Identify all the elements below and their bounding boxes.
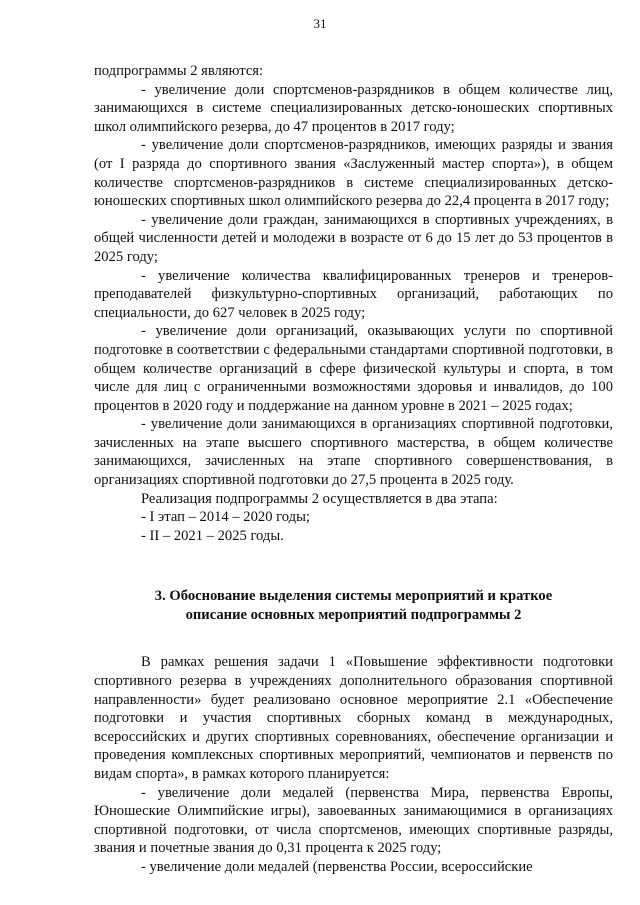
document-body — [94, 62, 613, 877]
section-heading-line: описание основных мероприятий подпрограммы 2 — [185, 607, 522, 624]
paragraph: подпрограммы 2 являются: — [94, 63, 264, 79]
list-item: - увеличение доли организаций, оказывающих услуги по спортивной подготовке в соответствии с федеральными стандартами спортивной подготовки, в общем количестве организаций в сфере физической культуры и спорта, в том числе для лиц с ограниченными возможностями здоровья и инвалидов, до 100 процентов в 2020 году и поддержание на данном уровне в 2021 – 2025 годах; — [94, 323, 613, 414]
paragraph: Реализация подпрограммы 2 осуществляется в два этапа: — [141, 490, 498, 507]
section-heading-line: 3. Обоснование выделения системы мероприятий и краткое — [154, 588, 553, 605]
list-item: - увеличение доли спортсменов-разрядников в общем количестве лиц, занимающихся в системе специализированных детско-юношеских спортивных школ олимпийского резерва, до 47 процентов в 2017 году; — [94, 81, 613, 135]
list-item: - увеличение доли граждан, занимающихся в спортивных учреждениях, в общей численности детей и молодежи в возрасте от 6 до 15 лет до 53 процентов в 2025 году; — [94, 211, 613, 265]
list-item: - увеличение доли медалей (первенства Мира, первенства Европы, Юношеские Олимпийские игры), завоеванных занимающимися в организациях спортивной подготовки, от числа спортсменов, имеющих спортивные разряды, звания и почетные звания до 0,31 процента к 2025 году; — [94, 784, 613, 857]
list-item: - I этап – 2014 – 2020 годы; — [141, 509, 310, 526]
list-item: - увеличение количества квалифицированных тренеров и тренеров-преподавателей физкультурно-спортивных организаций, работающих по специальности, до 627 человек в 2025 году; — [94, 267, 613, 321]
page-number: 31 — [313, 16, 327, 31]
list-item: - увеличение доли спортсменов-разрядников, имеющих разряды и звания (от I разряда до спортивного звания «Заслуженный мастер спорта»), в общем количестве спортсменов-разрядников в системе специализированных детско-юношеских спортивных школ олимпийского резерва до 22,4 процента в 2017 году; — [94, 137, 613, 210]
list-item: - II – 2021 – 2025 годы. — [141, 527, 284, 544]
section-heading — [94, 587, 613, 625]
paragraph: В рамках решения задачи 1 «Повышение эффективности подготовки спортивного резерва в учреждениях дополнительного образования спортивной направленности» будет реализовано основное мероприятие 2.1 «Обеспечение подготовки и участия спортивных сборных команд в международных, всероссийских и других спортивных соревнованиях, обеспечение организации и проведения комплексных спортивных мероприятий, чемпионатов и первенств по видам спорта», в рамках которого планируется: — [94, 654, 613, 782]
list-item: - увеличение доли медалей (первенства России, всероссийские — [141, 858, 533, 875]
list-item: - увеличение доли занимающихся в организациях спортивной подготовки, зачисленных на этапе высшего спортивного мастерства, в общем количестве занимающихся, зачисленных на этапе спортивного совершенствования, в организациях спортивной подготовки до 27,5 процента в 2025 году. — [94, 416, 613, 489]
